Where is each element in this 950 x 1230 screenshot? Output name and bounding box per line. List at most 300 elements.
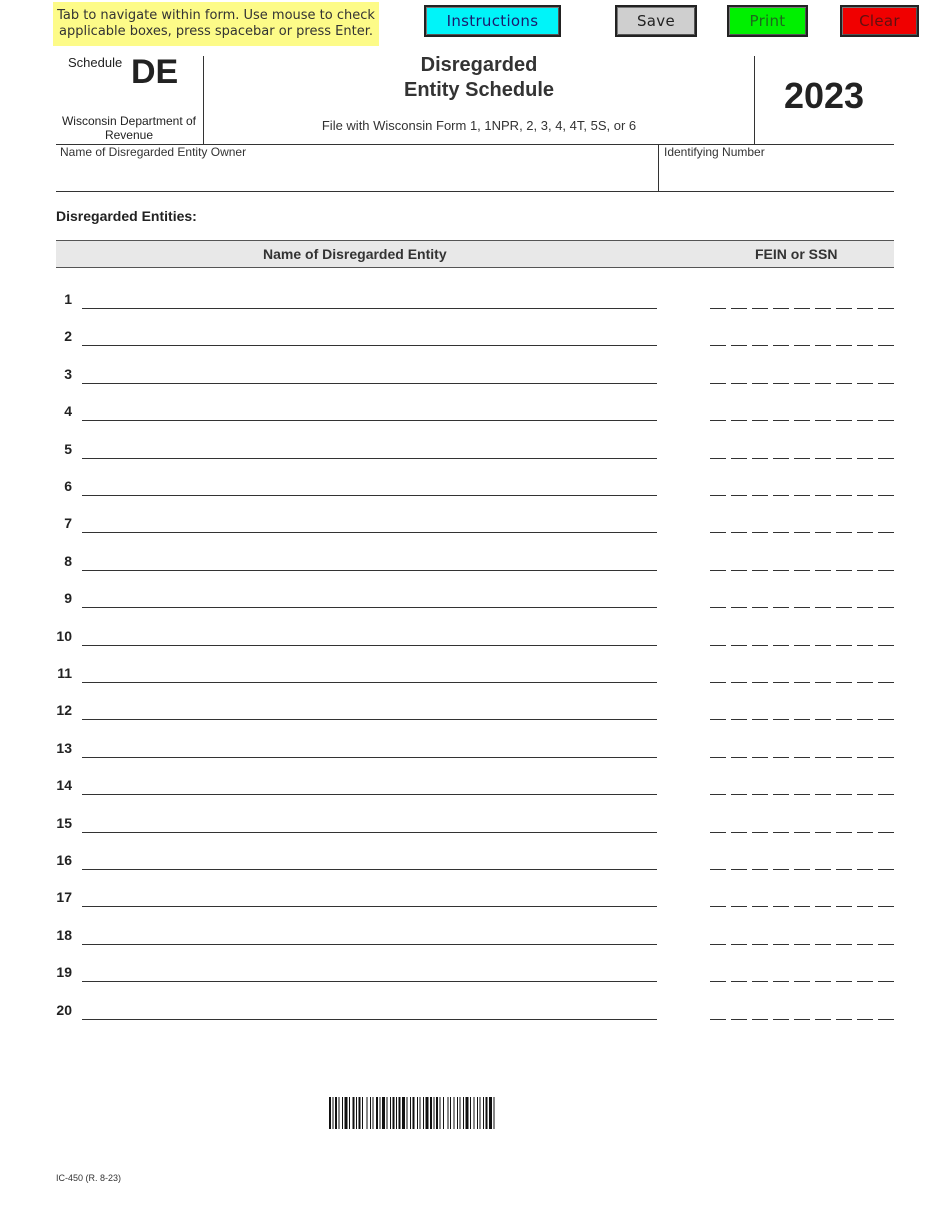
fein-digit-slot xyxy=(857,420,873,421)
row-number: 9 xyxy=(64,590,72,607)
fein-digit-slot xyxy=(731,794,747,795)
fein-digit-slot xyxy=(794,1019,810,1020)
row-number: 15 xyxy=(56,814,72,831)
fein-digit-slot xyxy=(752,458,768,459)
fein-digit-slot xyxy=(731,345,747,346)
fein-digit-slot xyxy=(752,944,768,945)
row-number: 11 xyxy=(57,665,72,681)
fein-ssn-field[interactable] xyxy=(710,607,894,608)
entity-name-line xyxy=(82,495,657,496)
fein-digit-slot xyxy=(878,794,894,795)
fein-digit-slot xyxy=(878,532,894,533)
fein-digit-slot xyxy=(773,869,789,870)
fein-digit-slot xyxy=(731,458,747,459)
fein-digit-slot xyxy=(836,383,852,384)
column-header-fein: FEIN or SSN xyxy=(755,246,838,262)
fein-digit-slot xyxy=(878,757,894,758)
fein-digit-slot xyxy=(815,906,831,907)
row-number: 4 xyxy=(64,403,72,420)
fein-digit-slot xyxy=(731,981,747,982)
fein-digit-slot xyxy=(836,944,852,945)
fein-digit-slot xyxy=(857,607,873,608)
fein-digit-slot xyxy=(857,906,873,907)
fein-digit-slot xyxy=(710,532,726,533)
entity-name-line xyxy=(82,906,657,907)
barcode-bar xyxy=(417,1097,418,1129)
barcode-bar xyxy=(420,1097,421,1129)
file-with-note: File with Wisconsin Form 1, 1NPR, 2, 3, 4, 4T, 5S, or 6 xyxy=(321,118,637,133)
fein-digit-slot xyxy=(815,345,831,346)
fein-digit-slot xyxy=(710,345,726,346)
fein-digit-slot xyxy=(731,532,747,533)
barcode-bar xyxy=(342,1097,343,1129)
fein-digit-slot xyxy=(794,682,810,683)
entity-row xyxy=(0,590,950,627)
fein-digit-slot xyxy=(794,458,810,459)
barcode-bar xyxy=(477,1097,478,1129)
fein-digit-slot xyxy=(815,308,831,309)
fein-digit-slot xyxy=(773,383,789,384)
fein-ssn-field[interactable] xyxy=(710,345,894,346)
fein-digit-slot xyxy=(815,981,831,982)
fein-ssn-field[interactable] xyxy=(710,458,894,459)
fein-digit-slot xyxy=(794,719,810,720)
fein-ssn-field[interactable] xyxy=(710,308,894,309)
entity-name-line xyxy=(82,532,657,533)
fein-ssn-field[interactable] xyxy=(710,570,894,571)
fein-digit-slot xyxy=(773,906,789,907)
fein-digit-slot xyxy=(752,308,768,309)
fein-digit-slot xyxy=(710,757,726,758)
fein-digit-slot xyxy=(773,532,789,533)
owner-bottom-rule xyxy=(56,191,894,192)
entity-name-line xyxy=(82,607,657,608)
clear-button[interactable]: Clear xyxy=(840,5,919,37)
barcode-bar xyxy=(460,1097,461,1129)
entity-name-input[interactable] xyxy=(82,364,661,384)
fein-digit-slot xyxy=(773,308,789,309)
fein-digit-slot xyxy=(857,757,873,758)
column-header-bar xyxy=(56,240,894,268)
barcode-bar xyxy=(396,1097,397,1129)
header-divider-left xyxy=(203,56,204,144)
fein-digit-slot xyxy=(878,570,894,571)
fein-digit-slot xyxy=(710,420,726,421)
entity-name-input[interactable] xyxy=(82,738,661,758)
entity-row xyxy=(0,553,950,590)
fein-digit-slot xyxy=(794,308,810,309)
barcode-bar xyxy=(367,1097,368,1129)
entity-row xyxy=(0,515,950,552)
fein-digit-slot xyxy=(773,719,789,720)
barcode-bar xyxy=(399,1097,401,1129)
entity-name-input[interactable] xyxy=(82,700,661,720)
owner-name-input[interactable] xyxy=(58,162,658,190)
fein-digit-slot xyxy=(794,420,810,421)
fein-digit-slot xyxy=(836,345,852,346)
fein-digit-slot xyxy=(878,1019,894,1020)
entity-row xyxy=(0,291,950,328)
entity-name-input[interactable] xyxy=(82,775,661,795)
fein-digit-slot xyxy=(752,645,768,646)
fein-digit-slot xyxy=(773,1019,789,1020)
fein-digit-slot xyxy=(857,570,873,571)
entity-name-input[interactable] xyxy=(82,401,661,421)
entity-row xyxy=(0,889,950,926)
barcode-bar xyxy=(450,1097,451,1129)
column-header-name: Name of Disregarded Entity xyxy=(263,246,447,262)
fein-digit-slot xyxy=(752,532,768,533)
barcode-bar xyxy=(436,1097,438,1129)
fein-ssn-field[interactable] xyxy=(710,794,894,795)
fein-digit-slot xyxy=(878,719,894,720)
fein-digit-slot xyxy=(794,906,810,907)
fein-digit-slot xyxy=(710,794,726,795)
schedule-code: DE xyxy=(131,53,179,91)
entity-row xyxy=(0,478,950,515)
entity-name-line xyxy=(82,719,657,720)
barcode-bar xyxy=(387,1097,388,1129)
fein-digit-slot xyxy=(857,832,873,833)
fein-digit-slot xyxy=(815,495,831,496)
fein-digit-slot xyxy=(731,944,747,945)
entity-name-input[interactable] xyxy=(82,513,661,533)
save-button[interactable]: Save xyxy=(615,5,697,37)
entity-row xyxy=(0,403,950,440)
fein-digit-slot xyxy=(710,383,726,384)
fein-digit-slot xyxy=(710,906,726,907)
entity-row xyxy=(0,777,950,814)
fein-digit-slot xyxy=(794,981,810,982)
fein-digit-slot xyxy=(773,495,789,496)
fein-digit-slot xyxy=(878,981,894,982)
entity-name-input[interactable] xyxy=(82,962,661,982)
fein-digit-slot xyxy=(878,682,894,683)
fein-digit-slot xyxy=(836,682,852,683)
fein-digit-slot xyxy=(710,944,726,945)
fein-digit-slot xyxy=(731,420,747,421)
barcode-bar xyxy=(335,1097,337,1129)
barcode-bar xyxy=(345,1097,348,1129)
barcode-bar xyxy=(370,1097,371,1129)
barcode-bar xyxy=(376,1097,378,1129)
fein-digit-slot xyxy=(836,645,852,646)
fein-digit-slot xyxy=(878,944,894,945)
fein-digit-slot xyxy=(710,832,726,833)
barcode-bar xyxy=(349,1097,350,1129)
fein-digit-slot xyxy=(752,906,768,907)
fein-digit-slot xyxy=(752,1019,768,1020)
fein-ssn-field[interactable] xyxy=(710,1019,894,1020)
row-number: 18 xyxy=(56,926,72,943)
fein-digit-slot xyxy=(836,981,852,982)
entity-name-input[interactable] xyxy=(82,887,661,907)
entity-name-input[interactable] xyxy=(82,439,661,459)
fein-digit-slot xyxy=(752,719,768,720)
fein-digit-slot xyxy=(710,869,726,870)
fein-digit-slot xyxy=(794,869,810,870)
fein-digit-slot xyxy=(836,308,852,309)
row-number: 16 xyxy=(56,852,72,868)
entity-row xyxy=(0,927,950,964)
fein-digit-slot xyxy=(773,345,789,346)
fein-ssn-field[interactable] xyxy=(710,532,894,533)
fein-ssn-field[interactable] xyxy=(710,645,894,646)
barcode-bar xyxy=(463,1097,464,1129)
barcode-bar xyxy=(333,1097,334,1129)
fein-digit-slot xyxy=(878,607,894,608)
fein-digit-slot xyxy=(836,832,852,833)
fein-digit-slot xyxy=(773,944,789,945)
barcode-bar xyxy=(413,1097,415,1129)
print-button[interactable]: Print xyxy=(727,5,808,37)
fein-digit-slot xyxy=(773,981,789,982)
fein-digit-slot xyxy=(710,458,726,459)
barcode-bar xyxy=(486,1097,488,1129)
barcode-bar xyxy=(407,1097,408,1129)
barcode-bar xyxy=(430,1097,432,1129)
entity-name-input[interactable] xyxy=(82,663,661,683)
fein-digit-slot xyxy=(731,495,747,496)
fein-digit-slot xyxy=(815,420,831,421)
barcode-bar xyxy=(426,1097,429,1129)
fein-digit-slot xyxy=(836,1019,852,1020)
fein-digit-slot xyxy=(710,981,726,982)
row-number: 7 xyxy=(64,515,72,532)
fein-digit-slot xyxy=(857,345,873,346)
fein-ssn-field[interactable] xyxy=(710,906,894,907)
fein-digit-slot xyxy=(878,420,894,421)
entity-name-input[interactable] xyxy=(82,813,661,833)
fein-digit-slot xyxy=(836,495,852,496)
barcode-bar xyxy=(423,1097,424,1129)
fein-digit-slot xyxy=(710,495,726,496)
row-number: 13 xyxy=(56,739,72,756)
fein-digit-slot xyxy=(815,757,831,758)
entity-row xyxy=(0,628,950,665)
entity-row xyxy=(0,964,950,1001)
barcode-bar xyxy=(339,1097,340,1129)
entity-name-line xyxy=(82,1019,657,1020)
entity-row xyxy=(0,702,950,739)
entity-name-line xyxy=(82,570,657,571)
fein-digit-slot xyxy=(752,682,768,683)
entity-name-input[interactable] xyxy=(82,925,661,945)
barcode-bar xyxy=(356,1097,357,1129)
identifying-number-input[interactable] xyxy=(662,162,896,190)
entity-name-input[interactable] xyxy=(82,476,661,496)
row-number: 3 xyxy=(64,365,72,382)
fein-digit-slot xyxy=(815,719,831,720)
fein-digit-slot xyxy=(857,532,873,533)
row-number: 8 xyxy=(64,552,72,569)
row-number: 2 xyxy=(64,328,72,345)
barcode-bar xyxy=(380,1097,381,1129)
fein-digit-slot xyxy=(752,869,768,870)
fein-digit-slot xyxy=(752,794,768,795)
fein-digit-slot xyxy=(836,420,852,421)
fein-digit-slot xyxy=(815,869,831,870)
entity-name-input[interactable] xyxy=(82,850,661,870)
barcode-bar xyxy=(359,1097,361,1129)
fein-digit-slot xyxy=(857,645,873,646)
barcode-bar xyxy=(353,1097,355,1129)
barcode-bar xyxy=(440,1097,441,1129)
fein-ssn-field[interactable] xyxy=(710,719,894,720)
fein-digit-slot xyxy=(731,906,747,907)
entity-name-line xyxy=(82,869,657,870)
navigation-hint: Tab to navigate within form. Use mouse to check applicable boxes, press spacebar or press Enter. xyxy=(53,2,379,46)
entity-name-line xyxy=(82,383,657,384)
fein-digit-slot xyxy=(857,308,873,309)
fein-digit-slot xyxy=(815,607,831,608)
fein-ssn-field[interactable] xyxy=(710,495,894,496)
fein-ssn-field[interactable] xyxy=(710,832,894,833)
fein-digit-slot xyxy=(878,645,894,646)
fein-digit-slot xyxy=(773,645,789,646)
row-number: 12 xyxy=(56,702,72,719)
barcode-bar xyxy=(410,1097,411,1129)
fein-digit-slot xyxy=(878,906,894,907)
schedule-label: Schedule xyxy=(68,55,123,70)
fein-digit-slot xyxy=(836,757,852,758)
fein-digit-slot xyxy=(857,682,873,683)
row-number: 14 xyxy=(56,777,72,794)
fein-digit-slot xyxy=(773,570,789,571)
fein-digit-slot xyxy=(773,794,789,795)
fein-digit-slot xyxy=(815,383,831,384)
fein-digit-slot xyxy=(878,458,894,459)
fein-digit-slot xyxy=(731,383,747,384)
fein-digit-slot xyxy=(710,570,726,571)
entity-name-input[interactable] xyxy=(82,326,661,346)
fein-digit-slot xyxy=(836,458,852,459)
barcode-image xyxy=(329,1097,626,1129)
row-number: 20 xyxy=(56,1001,72,1018)
entity-row xyxy=(0,852,950,889)
fein-digit-slot xyxy=(710,1019,726,1020)
row-number: 17 xyxy=(56,889,72,906)
fein-ssn-field[interactable] xyxy=(710,869,894,870)
fein-digit-slot xyxy=(752,570,768,571)
tax-year: 2023 xyxy=(783,75,865,116)
fein-digit-slot xyxy=(773,420,789,421)
fein-digit-slot xyxy=(752,981,768,982)
fein-digit-slot xyxy=(836,906,852,907)
entity-name-line xyxy=(82,944,657,945)
fein-digit-slot xyxy=(794,944,810,945)
fein-digit-slot xyxy=(794,383,810,384)
instructions-button[interactable]: Instructions xyxy=(424,5,561,37)
fein-ssn-field[interactable] xyxy=(710,757,894,758)
fein-digit-slot xyxy=(794,607,810,608)
fein-digit-slot xyxy=(752,832,768,833)
entity-name-input[interactable] xyxy=(82,289,661,309)
fein-digit-slot xyxy=(731,570,747,571)
fein-digit-slot xyxy=(752,420,768,421)
row-number: 19 xyxy=(56,964,72,981)
fein-digit-slot xyxy=(731,607,747,608)
fein-digit-slot xyxy=(731,308,747,309)
barcode-bar xyxy=(489,1097,492,1129)
fein-digit-slot xyxy=(857,1019,873,1020)
fein-digit-slot xyxy=(857,719,873,720)
section-title: Disregarded Entities: xyxy=(56,208,197,224)
entity-name-line xyxy=(82,645,657,646)
entity-row xyxy=(0,366,950,403)
entity-row xyxy=(0,1002,950,1039)
fein-digit-slot xyxy=(794,757,810,758)
entity-name-line xyxy=(82,832,657,833)
fein-digit-slot xyxy=(731,682,747,683)
entity-name-input[interactable] xyxy=(82,551,661,571)
fein-digit-slot xyxy=(773,682,789,683)
header-divider-right xyxy=(754,56,755,144)
fein-digit-slot xyxy=(752,383,768,384)
fein-digit-slot xyxy=(836,869,852,870)
barcode-bar xyxy=(480,1097,481,1129)
fein-digit-slot xyxy=(857,495,873,496)
fein-digit-slot xyxy=(773,832,789,833)
owner-name-label: Name of Disregarded Entity Owner xyxy=(60,145,247,159)
fein-ssn-field[interactable] xyxy=(710,420,894,421)
fein-digit-slot xyxy=(815,532,831,533)
row-number: 6 xyxy=(64,478,72,494)
fein-digit-slot xyxy=(878,832,894,833)
fein-digit-slot xyxy=(794,832,810,833)
fein-digit-slot xyxy=(857,869,873,870)
fein-ssn-field[interactable] xyxy=(710,682,894,683)
fein-digit-slot xyxy=(878,495,894,496)
fein-digit-slot xyxy=(878,869,894,870)
fein-ssn-field[interactable] xyxy=(710,981,894,982)
entity-name-line xyxy=(82,308,657,309)
fein-ssn-field[interactable] xyxy=(710,944,894,945)
form-title xyxy=(205,53,753,103)
fein-digit-slot xyxy=(836,607,852,608)
entity-name-line xyxy=(82,682,657,683)
fein-digit-slot xyxy=(815,794,831,795)
entity-name-input[interactable] xyxy=(82,1000,661,1020)
barcode-bar xyxy=(470,1097,471,1129)
fein-digit-slot xyxy=(794,532,810,533)
row-number: 10 xyxy=(56,627,72,644)
fein-digit-slot xyxy=(815,458,831,459)
fein-ssn-field[interactable] xyxy=(710,383,894,384)
barcode-bar xyxy=(390,1097,391,1129)
fein-digit-slot xyxy=(710,719,726,720)
entity-name-line xyxy=(82,757,657,758)
fein-digit-slot xyxy=(857,383,873,384)
entity-name-input[interactable] xyxy=(82,626,661,646)
fein-digit-slot xyxy=(752,607,768,608)
barcode-bar xyxy=(483,1097,484,1129)
fein-digit-slot xyxy=(815,832,831,833)
fein-digit-slot xyxy=(710,308,726,309)
fein-digit-slot xyxy=(857,981,873,982)
fein-digit-slot xyxy=(815,682,831,683)
entity-name-input[interactable] xyxy=(82,588,661,608)
fein-digit-slot xyxy=(752,495,768,496)
fein-digit-slot xyxy=(794,495,810,496)
fein-digit-slot xyxy=(878,345,894,346)
fein-digit-slot xyxy=(878,383,894,384)
fein-digit-slot xyxy=(836,719,852,720)
entity-row xyxy=(0,740,950,777)
fein-digit-slot xyxy=(731,869,747,870)
entity-row xyxy=(0,815,950,852)
entity-row xyxy=(0,665,950,702)
